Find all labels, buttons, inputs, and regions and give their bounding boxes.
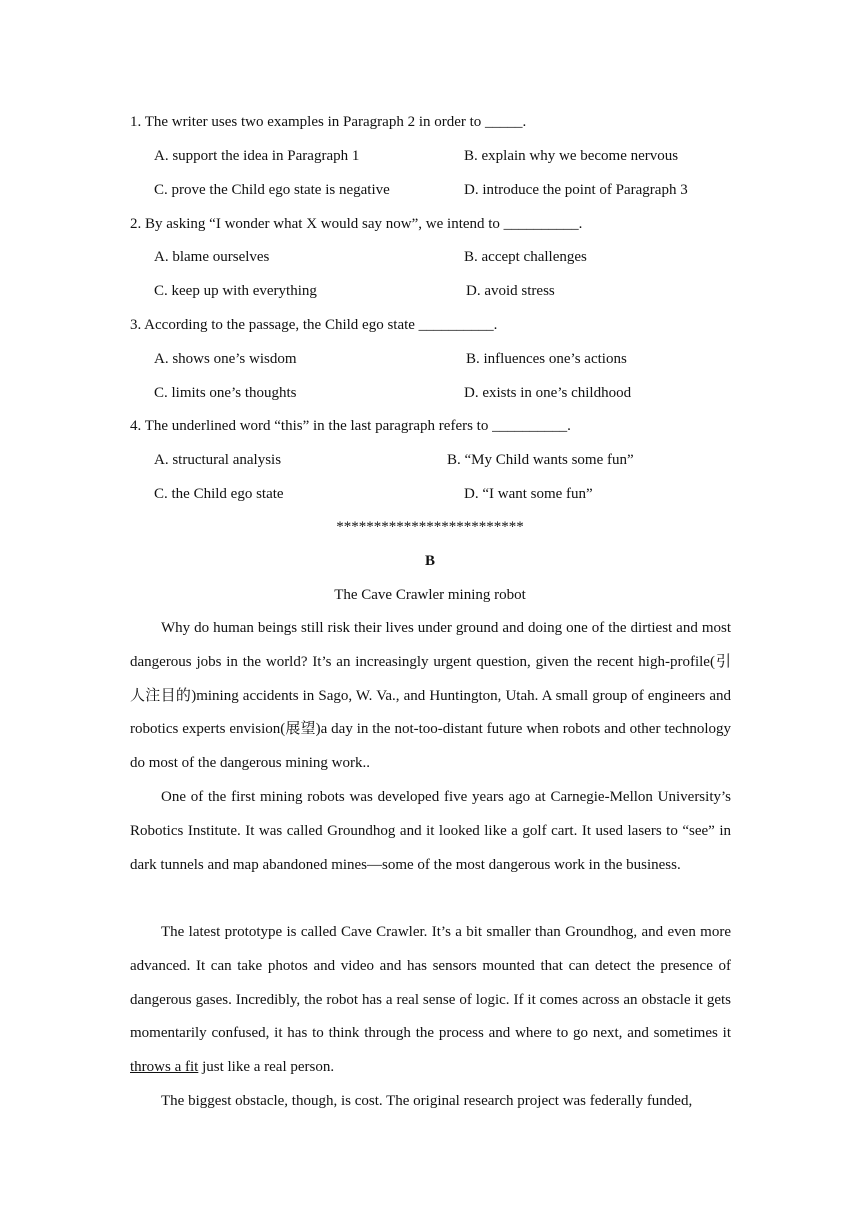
question-3-option-d: D. exists in one’s childhood	[464, 385, 632, 401]
question-2-option-b: B. accept challenges	[464, 249, 587, 265]
question-2-stem: 2. By asking “I wonder what X would say now”, we intend to __________.	[130, 216, 583, 232]
question-4-option-d: D. “I want some fun”	[464, 486, 593, 502]
question-1-option-a: A. support the idea in Paragraph 1	[154, 148, 360, 164]
question-3-option-b: B. influences one’s actions	[466, 351, 627, 367]
paragraph-4: The biggest obstacle, though, is cost. The original research project was federally funded,	[161, 1093, 693, 1109]
section-letter: B	[424, 553, 435, 569]
question-1-option-c: C. prove the Child ego state is negative	[154, 182, 390, 198]
paragraph-3	[130, 916, 731, 1085]
question-1-option-b: B. explain why we become nervous	[464, 148, 679, 164]
paragraph-1: Why do human beings still risk their lives under ground and doing one of the dirtiest and most dangerous jobs in the world? It’s an increasingly urgent question, given the recent high-profile(引人注目的)mining accidents in Sago, W. Va., and Huntington, Utah. A small group of engineers and robotics experts envision(展望)a day in the not-too-distant future when robots and other technology do most of the dangerous mining work..	[130, 620, 731, 772]
question-4-option-c: C. the Child ego state	[154, 486, 284, 502]
question-4-option-b: B. “My Child wants some fun”	[447, 452, 634, 468]
question-2-option-d: D. avoid stress	[466, 283, 555, 299]
paragraph-2: One of the first mining robots was developed five years ago at Carnegie-Mellon University’s Robotics Institute. It was called Groundhog and it looked like a golf cart. It used lasers to “see” in dark tunnels and map abandoned mines—some of the most dangerous work in the business.	[130, 789, 731, 873]
section-separator: *************************	[336, 519, 524, 535]
paragraph-3-text-end: just like a real person.	[198, 1059, 335, 1076]
passage-title: The Cave Crawler mining robot	[334, 587, 526, 603]
question-3-option-c: C. limits one’s thoughts	[154, 385, 297, 401]
question-1-stem: 1. The writer uses two examples in Paragraph 2 in order to _____.	[130, 114, 527, 130]
question-2-option-c: C. keep up with everything	[154, 283, 317, 299]
question-3-stem: 3. According to the passage, the Child ego state __________.	[130, 317, 498, 333]
question-4-option-a: A. structural analysis	[154, 452, 282, 468]
question-2-option-a: A. blame ourselves	[154, 249, 270, 265]
question-3-option-a: A. shows one’s wisdom	[154, 351, 297, 367]
paragraph-3-text-start: The latest prototype is called Cave Crawler. It’s a bit smaller than Groundhog, and even more advanced. It can take photos and video and has sensors mounted that can detect the presence of dangerous gases. Incredibly, the robot has a real sense of logic. If it comes across an obstacle it gets momentarily confused, it has to think through the process and where to go next, and sometimes it	[130, 924, 731, 1042]
question-4-stem: 4. The underlined word “this” in the last paragraph refers to __________.	[130, 418, 571, 434]
question-1-option-d: D. introduce the point of Paragraph 3	[464, 182, 688, 198]
underlined-phrase: throws a fit	[130, 1059, 199, 1076]
